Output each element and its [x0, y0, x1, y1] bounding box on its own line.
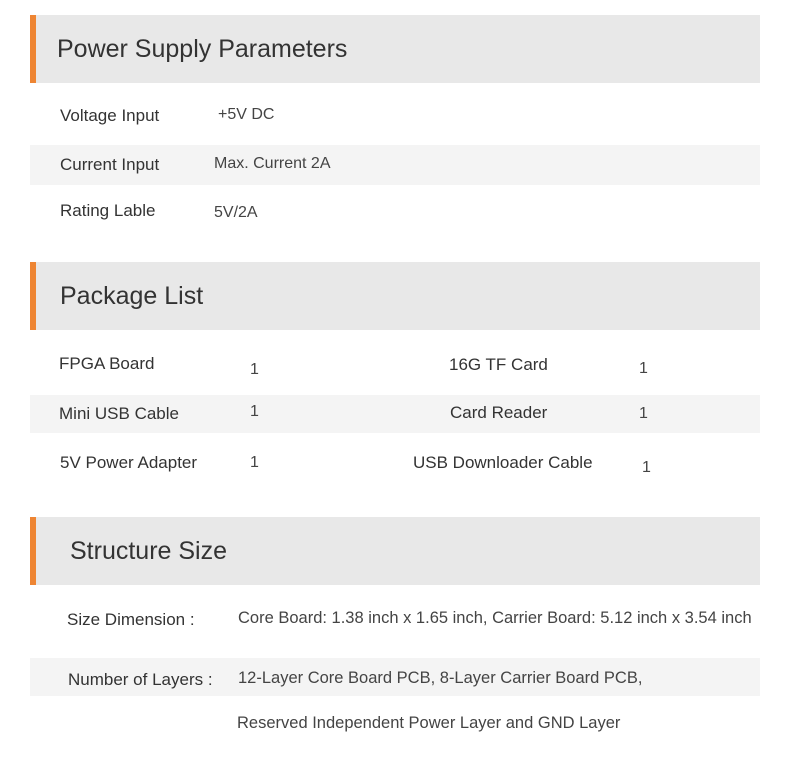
power-value-voltage: +5V DC [218, 106, 275, 123]
section-title-structure: Structure Size [70, 537, 228, 565]
package-item-name: Mini USB Cable [59, 404, 179, 423]
package-item-name: 16G TF Card [449, 355, 548, 374]
accent-bar [30, 262, 36, 330]
section-header-package [30, 262, 760, 330]
power-value-current: Max. Current 2A [214, 155, 331, 172]
structure-value-layers-line2: Reserved Independent Power Layer and GND Layer [237, 714, 621, 732]
power-value-rating: 5V/2A [214, 204, 258, 221]
structure-label-size: Size Dimension : [67, 610, 195, 629]
package-item-qty: 1 [250, 403, 259, 420]
package-item-qty: 1 [639, 360, 648, 377]
package-item-qty: 1 [250, 454, 259, 471]
section-header-structure [30, 517, 760, 585]
section-header-power [30, 15, 760, 83]
power-label-current: Current Input [60, 155, 160, 174]
accent-bar [30, 517, 36, 585]
accent-bar [30, 15, 36, 83]
power-label-rating: Rating Lable [60, 201, 156, 220]
package-item-name: FPGA Board [59, 354, 155, 373]
package-item-qty: 1 [639, 405, 648, 422]
package-item-qty: 1 [642, 459, 651, 476]
package-item-name: USB Downloader Cable [413, 453, 593, 472]
package-item-name: 5V Power Adapter [60, 453, 198, 472]
package-item-name: Card Reader [450, 403, 548, 422]
structure-label-layers: Number of Layers : [68, 670, 213, 689]
section-title-package: Package List [60, 282, 204, 310]
section-title-power: Power Supply Parameters [57, 35, 348, 63]
package-item-qty: 1 [250, 361, 259, 378]
power-label-voltage: Voltage Input [60, 106, 160, 125]
structure-value-size: Core Board: 1.38 inch x 1.65 inch, Carrier Board: 5.12 inch x 3.54 inch [238, 609, 752, 627]
structure-value-layers: 12-Layer Core Board PCB, 8-Layer Carrier Board PCB, [238, 669, 643, 687]
